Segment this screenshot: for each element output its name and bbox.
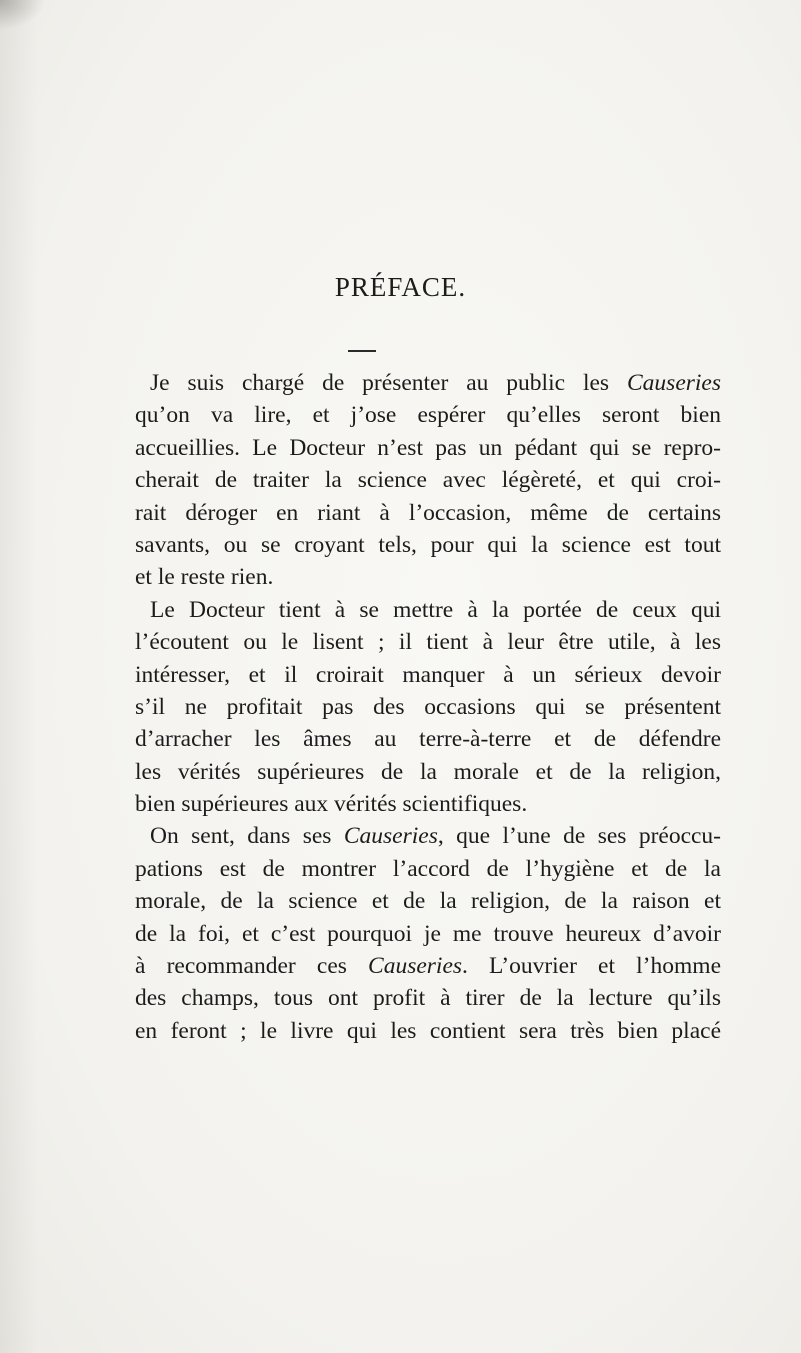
text-run: Je suis chargé de présenter au public les — [150, 370, 627, 396]
text-line — [135, 432, 721, 464]
text-line — [135, 561, 721, 593]
text-line — [135, 367, 721, 399]
italic-title: Causeries — [627, 370, 721, 396]
text-run: l’écoutent ou le lisent ; il tient à leur être utile, à les — [135, 629, 721, 656]
title-rule — [348, 350, 376, 352]
gutter-shadow — [0, 0, 38, 1353]
text-line — [135, 918, 721, 950]
text-run: . L’ouvrier et l’homme — [462, 953, 721, 980]
italic-title: Causeries — [343, 823, 438, 850]
text-run: On sent, dans ses — [150, 823, 344, 850]
text-run: cherait de traiter la science avec légèreté, et qui croi- — [135, 467, 721, 494]
text-line — [135, 723, 721, 755]
preface-text — [135, 367, 721, 1047]
text-line — [135, 950, 721, 982]
text-line — [135, 853, 721, 885]
text-run: en feront ; le livre qui les contient sera très bien placé — [135, 1017, 721, 1044]
text-run: rait déroger en riant à l’occasion, même de certains — [135, 499, 721, 526]
text-run: des champs, tous ont profit à tirer de la lecture qu’ils — [135, 985, 721, 1012]
text-run: morale, de la science et de la religion, de la raison et — [135, 888, 721, 915]
text-line — [135, 497, 721, 529]
text-line — [135, 982, 721, 1014]
text-line — [135, 1015, 721, 1047]
text-line — [135, 820, 721, 852]
text-run: de la foi, et c’est pourquoi je me trouve heureux d’avoir — [135, 920, 721, 947]
text-line — [135, 691, 721, 723]
page-title: PRÉFACE. — [334, 272, 467, 302]
text-run: et le reste rien. — [135, 564, 274, 591]
text-line — [135, 788, 721, 820]
text-run: bien supérieures aux vérités scientifiques. — [135, 791, 528, 818]
text-line — [135, 626, 721, 658]
text-run: à recommander ces — [135, 953, 369, 980]
text-run: pations est de montrer l’accord de l’hygiène et de la — [135, 855, 721, 882]
text-run: savants, ou se croyant tels, pour qui la science est tout — [135, 531, 721, 558]
text-run: accueillies. Le Docteur n’est pas un pédant qui se repro- — [135, 434, 721, 461]
italic-title: Causeries — [368, 953, 463, 980]
text-line — [135, 529, 721, 561]
text-run: intéresser, et il croirait manquer à un sérieux devoir — [135, 661, 721, 688]
text-run: s’il ne profitait pas des occasions qui se présentent — [135, 693, 721, 720]
text-line — [135, 594, 721, 626]
text-line — [135, 464, 721, 496]
text-line — [135, 399, 721, 431]
text-run: , que l’une de ses préoccu- — [437, 823, 722, 850]
text-run: d’arracher les âmes au terre-à-terre et de défendre — [135, 726, 721, 753]
text-line — [135, 756, 721, 788]
text-run: Le Docteur tient à se mettre à la portée de ceux qui — [150, 596, 721, 623]
text-run: qu’on va lire, et j’ose espérer qu’elles seront bien — [135, 402, 721, 429]
text-line — [135, 885, 721, 917]
corner-smudge — [0, 0, 46, 30]
text-line — [135, 659, 721, 691]
text-run: les vérités supérieures de la morale et de la religion, — [135, 758, 721, 785]
